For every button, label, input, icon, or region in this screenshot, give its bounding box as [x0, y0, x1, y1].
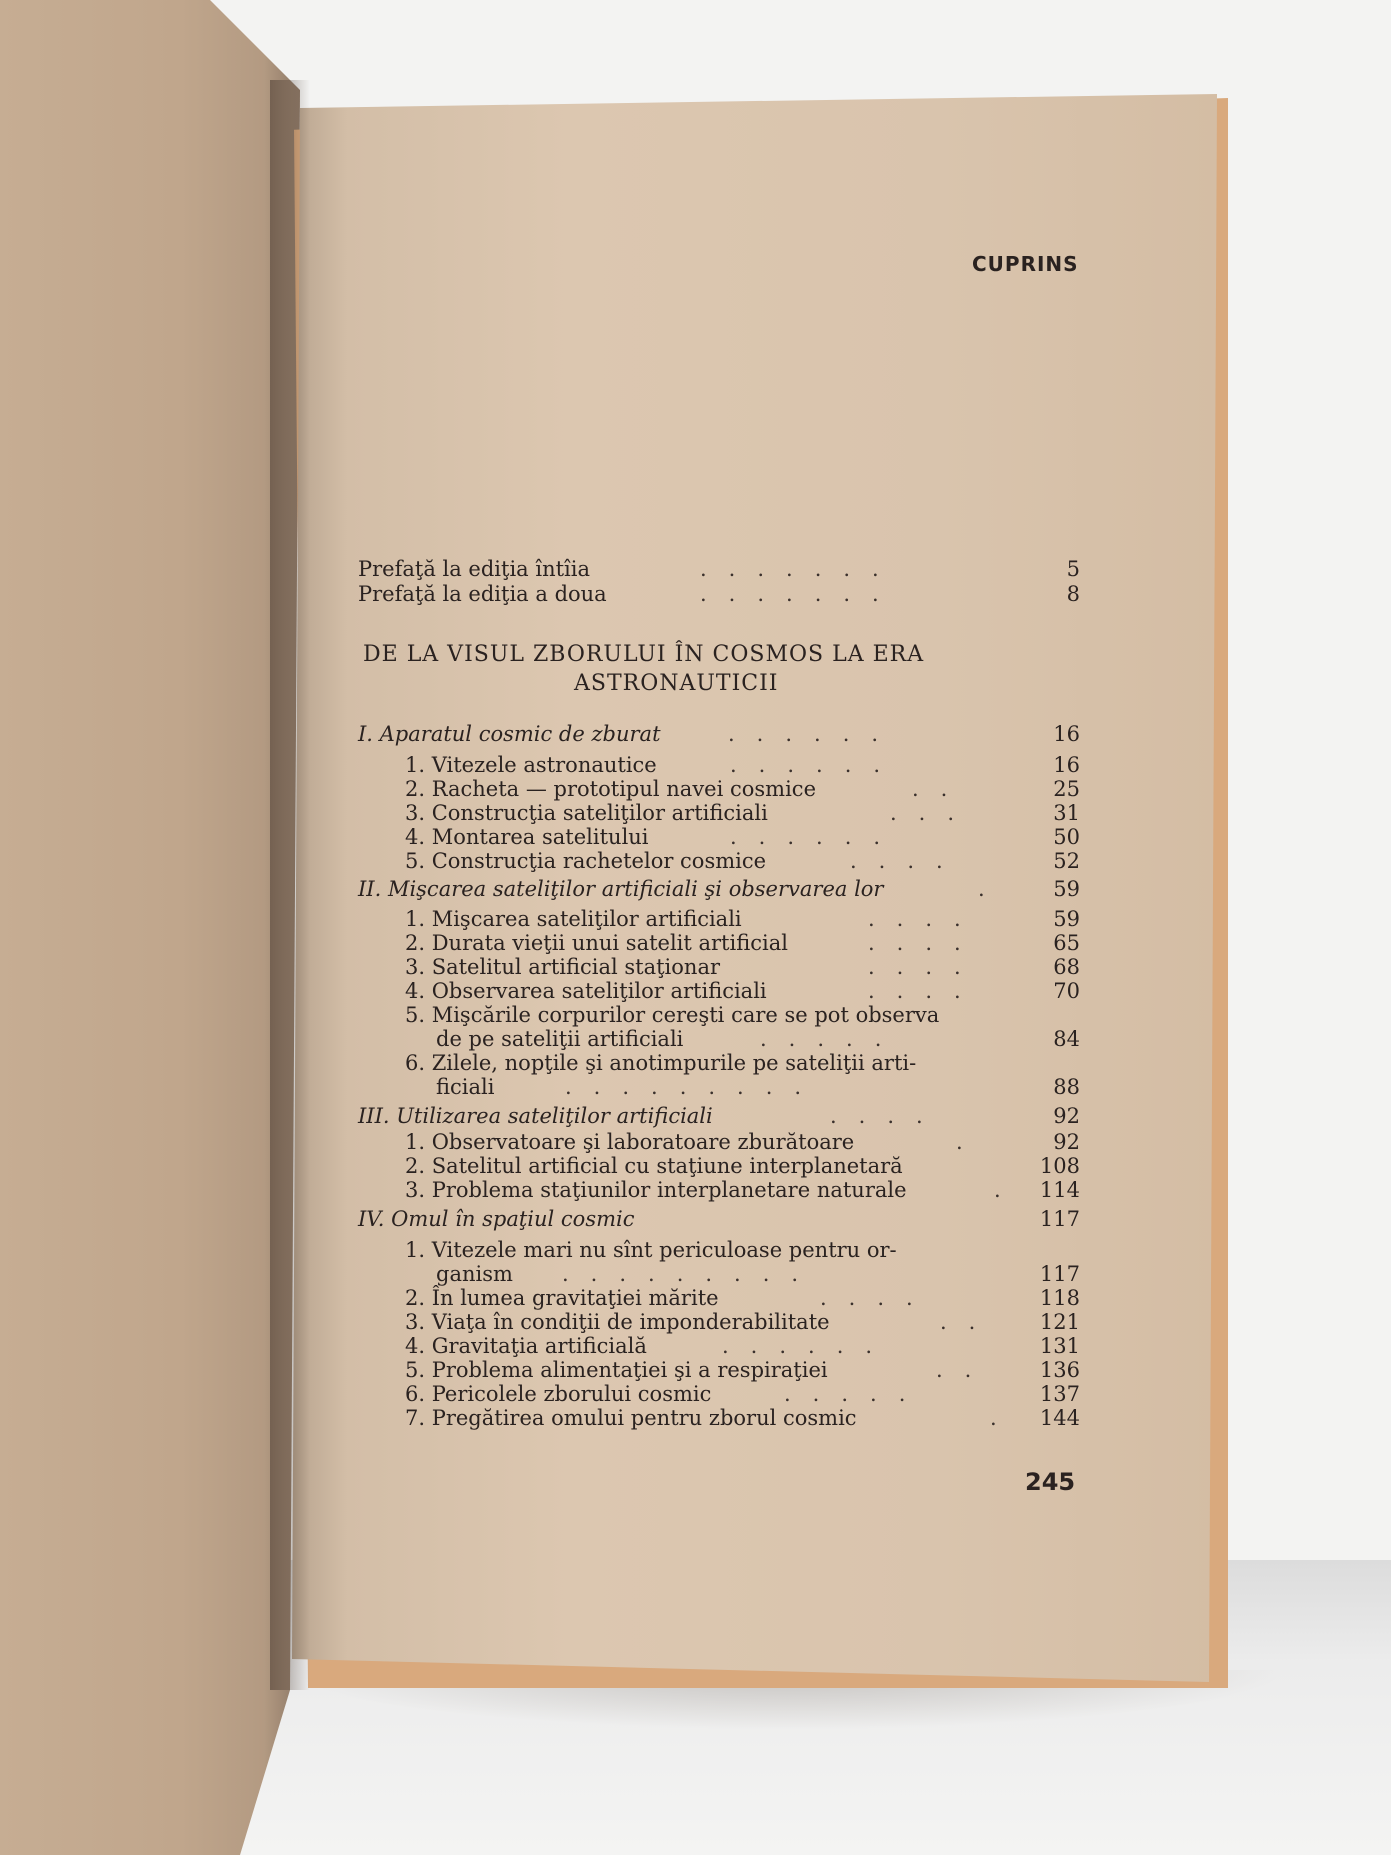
leader-dots: .	[956, 1130, 985, 1154]
toc-entry-page: 59	[1053, 907, 1080, 931]
chapter-1-page: 16	[1053, 722, 1080, 746]
leader-dots: ..	[912, 777, 970, 801]
leader-dots: .	[978, 877, 1007, 901]
toc-entry-title: 3. Construcţia sateliţilor artificiali	[405, 801, 768, 825]
toc-entry-page: 117	[1039, 1262, 1080, 1286]
toc-entry-title: 2. În lumea gravitaţiei mărite	[405, 1286, 719, 1310]
chapter-2-page: 59	[1053, 877, 1080, 901]
book-gutter	[270, 80, 310, 1690]
preface-1-title: Prefaţă la ediţia întîia	[358, 557, 591, 581]
leader-dots: ......	[722, 1334, 895, 1358]
leader-dots: ....	[820, 1286, 935, 1310]
toc-entry-title: 7. Pregătirea omului pentru zborul cosmic	[405, 1406, 857, 1430]
chapter-3-page: 92	[1053, 1104, 1080, 1128]
leader-dots: ....	[850, 849, 965, 873]
toc-entry-title: 4. Gravitaţia artificială	[405, 1334, 647, 1358]
leader-dots: ....	[830, 1104, 945, 1128]
leader-dots: .......	[700, 557, 901, 581]
toc-entry-page: 68	[1053, 955, 1080, 979]
part-title-line-1: DE LA VISUL ZBORULUI ÎN COSMOS LA ERA	[363, 642, 925, 667]
toc-entry-title: 4. Montarea satelitului	[405, 825, 649, 849]
chapter-4-page: 117	[1039, 1207, 1080, 1231]
toc-entry-title: 6. Pericolele zborului cosmic	[405, 1382, 712, 1406]
toc-entry-page: 136	[1039, 1358, 1080, 1382]
toc-entry-title: 1. Mişcarea sateliţilor artificiali	[405, 907, 742, 931]
toc-entry-page: 137	[1039, 1382, 1080, 1406]
toc-entry-page: 16	[1053, 753, 1080, 777]
page-number: 245	[1025, 1468, 1076, 1496]
toc-entry-title: 1. Vitezele astronautice	[405, 753, 657, 777]
leader-dots: .......	[700, 582, 901, 606]
toc-entry-title: 1. Observatoare şi laboratoare zburătoare	[405, 1130, 855, 1154]
leader-dots: ....	[868, 979, 983, 1003]
part-title-line-2: ASTRONAUTICII	[574, 671, 779, 696]
preface-1-page: 5	[1066, 557, 1080, 581]
toc-entry-page: 65	[1053, 931, 1080, 955]
toc-entry-page: 31	[1053, 801, 1080, 825]
toc-entry-title: 2. Racheta — prototipul navei cosmice	[405, 777, 816, 801]
leader-dots: ....	[868, 931, 983, 955]
leader-dots: .....	[760, 1027, 904, 1051]
toc-entry-title: 5. Mişcările corpurilor cereşti care se pot observa	[405, 1003, 940, 1027]
toc-entry-page: 131	[1039, 1334, 1080, 1358]
leader-dots: .....	[784, 1382, 928, 1406]
toc-entry-page: 114	[1039, 1178, 1080, 1202]
chapter-3-title: III. Utilizarea sateliţilor artificiali	[358, 1104, 713, 1128]
leader-dots: ....	[868, 955, 983, 979]
toc-entry-page: 88	[1053, 1075, 1080, 1099]
leader-dots: ..	[936, 1358, 994, 1382]
leader-dots: .........	[562, 1262, 821, 1286]
toc-entry-page: 25	[1053, 777, 1080, 801]
toc-entry-page: 118	[1039, 1286, 1080, 1310]
leader-dots: .	[990, 1406, 1019, 1430]
leader-dots: .........	[565, 1075, 824, 1099]
toc-entry-title: 1. Vitezele mari nu sînt periculoase pentru or-	[405, 1238, 897, 1262]
leader-dots: ......	[730, 825, 903, 849]
toc-entry-page: 50	[1053, 825, 1080, 849]
leader-dots: .	[994, 1178, 1023, 1202]
toc-entry-title: 3. Viaţa în condiţii de imponderabilitate	[405, 1310, 830, 1334]
toc-entry-title: 5. Problema alimentaţiei şi a respiraţiei	[405, 1358, 828, 1382]
leader-dots: ....	[868, 907, 983, 931]
leader-dots: ...	[890, 801, 977, 825]
preface-2-title: Prefaţă la ediţia a doua	[358, 582, 607, 606]
toc-entry-title: 3. Problema staţiunilor interplanetare naturale	[405, 1178, 907, 1202]
toc-entry-title: 5. Construcţia rachetelor cosmice	[405, 849, 767, 873]
toc-entry-title: 2. Satelitul artificial cu staţiune interplanetară	[405, 1154, 903, 1178]
toc-entry-title: 4. Observarea sateliţilor artificiali	[405, 979, 767, 1003]
preface-2-page: 8	[1066, 582, 1080, 606]
toc-entry-title: 2. Durata vieţii unui satelit artificial	[405, 931, 788, 955]
toc-entry-page: 70	[1053, 979, 1080, 1003]
toc-header: CUPRINS	[972, 252, 1079, 276]
leader-dots: ..	[940, 1310, 998, 1334]
toc-entry-page: 108	[1039, 1154, 1080, 1178]
toc-entry-title: 6. Zilele, nopţile şi anotimpurile pe sateliţii arti-	[405, 1051, 917, 1075]
leader-dots: ......	[728, 722, 901, 746]
toc-entry-title-continued: ficiali	[436, 1075, 495, 1099]
toc-entry-title-continued: de pe sateliţii artificiali	[436, 1027, 684, 1051]
toc-entry-page: 52	[1053, 849, 1080, 873]
toc-entry-page: 144	[1039, 1406, 1080, 1430]
chapter-1-title: I. Aparatul cosmic de zburat	[358, 722, 661, 746]
leader-dots: ......	[730, 753, 903, 777]
toc-entry-title: 3. Satelitul artificial staţionar	[405, 955, 720, 979]
left-page	[0, 0, 300, 1855]
toc-entry-page: 92	[1053, 1130, 1080, 1154]
toc-entry-title-continued: ganism	[436, 1262, 513, 1286]
chapter-2-title: II. Mişcarea sateliţilor artificiali şi observarea lor	[358, 877, 884, 901]
chapter-4-title: IV. Omul în spaţiul cosmic	[358, 1207, 635, 1231]
toc-entry-page: 84	[1053, 1027, 1080, 1051]
toc-entry-page: 121	[1039, 1310, 1080, 1334]
